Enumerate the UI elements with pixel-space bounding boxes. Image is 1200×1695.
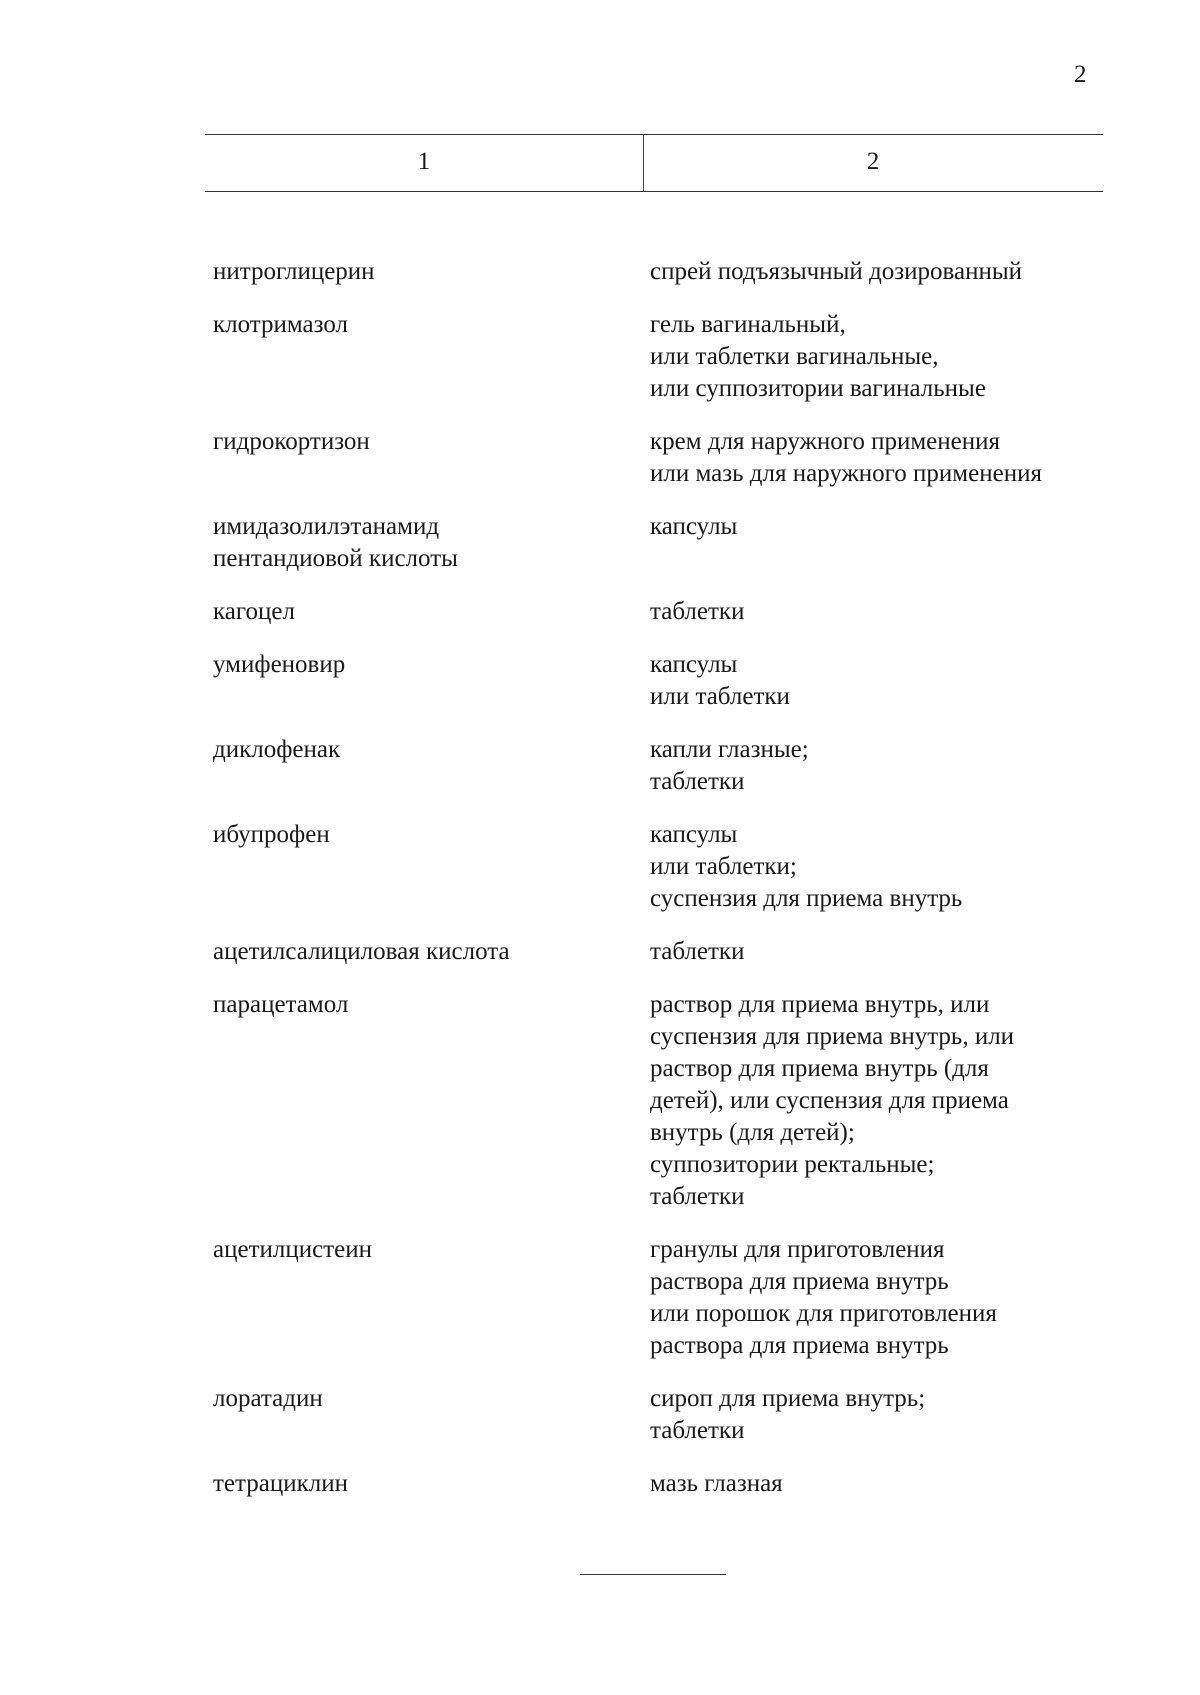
drug-name: парацетамол <box>213 991 349 1018</box>
drug-name: гидрокортизон <box>213 428 370 455</box>
dosage-form: таблетки <box>650 938 745 965</box>
drug-name: диклофенак <box>213 736 341 763</box>
table-row <box>213 596 1113 628</box>
dosage-form: таблетки <box>650 598 745 625</box>
table-row <box>213 819 1113 915</box>
drug-name: имидазолилэтанамид пентандиовой кислоты <box>213 513 458 572</box>
dosage-form: гель вагинальный, или таблетки вагинальные, или суппозитории вагинальные <box>650 311 986 402</box>
table-row <box>213 426 1113 490</box>
dosage-form: мазь глазная <box>650 1470 783 1497</box>
dosage-form: капсулы или таблетки <box>650 651 790 710</box>
medication-list <box>213 256 1113 1521</box>
dosage-form: крем для наружного применения или мазь для наружного применения <box>650 428 1042 487</box>
table-row <box>213 989 1113 1213</box>
end-rule <box>580 1574 726 1575</box>
table-row <box>213 511 1113 575</box>
dosage-form: капли глазные; таблетки <box>650 736 809 795</box>
table-row <box>213 309 1113 405</box>
dosage-form: капсулы или таблетки; суспензия для приема внутрь <box>650 821 963 912</box>
table-row <box>213 256 1113 288</box>
column-header-2: 2 <box>866 148 880 175</box>
table-row <box>213 1383 1113 1447</box>
column-header-1: 1 <box>417 148 431 175</box>
drug-name: тетрациклин <box>213 1470 348 1497</box>
table-row <box>213 734 1113 798</box>
dosage-form: капсулы <box>650 513 738 540</box>
dosage-form: гранулы для приготовления раствора для приема внутрь или порошок для приготовления раствора для приема внутрь <box>650 1236 997 1359</box>
drug-name: нитроглицерин <box>213 258 375 285</box>
drug-name: клотримазол <box>213 311 349 338</box>
table-row <box>213 649 1113 713</box>
table-row <box>213 1468 1113 1500</box>
drug-name: лоратадин <box>213 1385 323 1412</box>
drug-name: умифеновир <box>213 651 346 678</box>
drug-name: ацетилсалициловая кислота <box>213 938 510 965</box>
table-row <box>213 1234 1113 1362</box>
drug-name: ацетилцистеин <box>213 1236 372 1263</box>
drug-name: ибупрофен <box>213 821 330 848</box>
dosage-form: раствор для приема внутрь, или суспензия для приема внутрь, или раствор для приема внутрь (для детей), или суспензия для приема внутрь (для детей); суппозитории ректальные; таблетки <box>650 991 1015 1210</box>
table-header <box>205 134 1103 192</box>
dosage-form: спрей подъязычный дозированный <box>650 258 1023 285</box>
table-row <box>213 936 1113 968</box>
drug-name: кагоцел <box>213 598 295 625</box>
dosage-form: сироп для приема внутрь; таблетки <box>650 1385 926 1444</box>
page-number: 2 <box>1074 61 1087 88</box>
